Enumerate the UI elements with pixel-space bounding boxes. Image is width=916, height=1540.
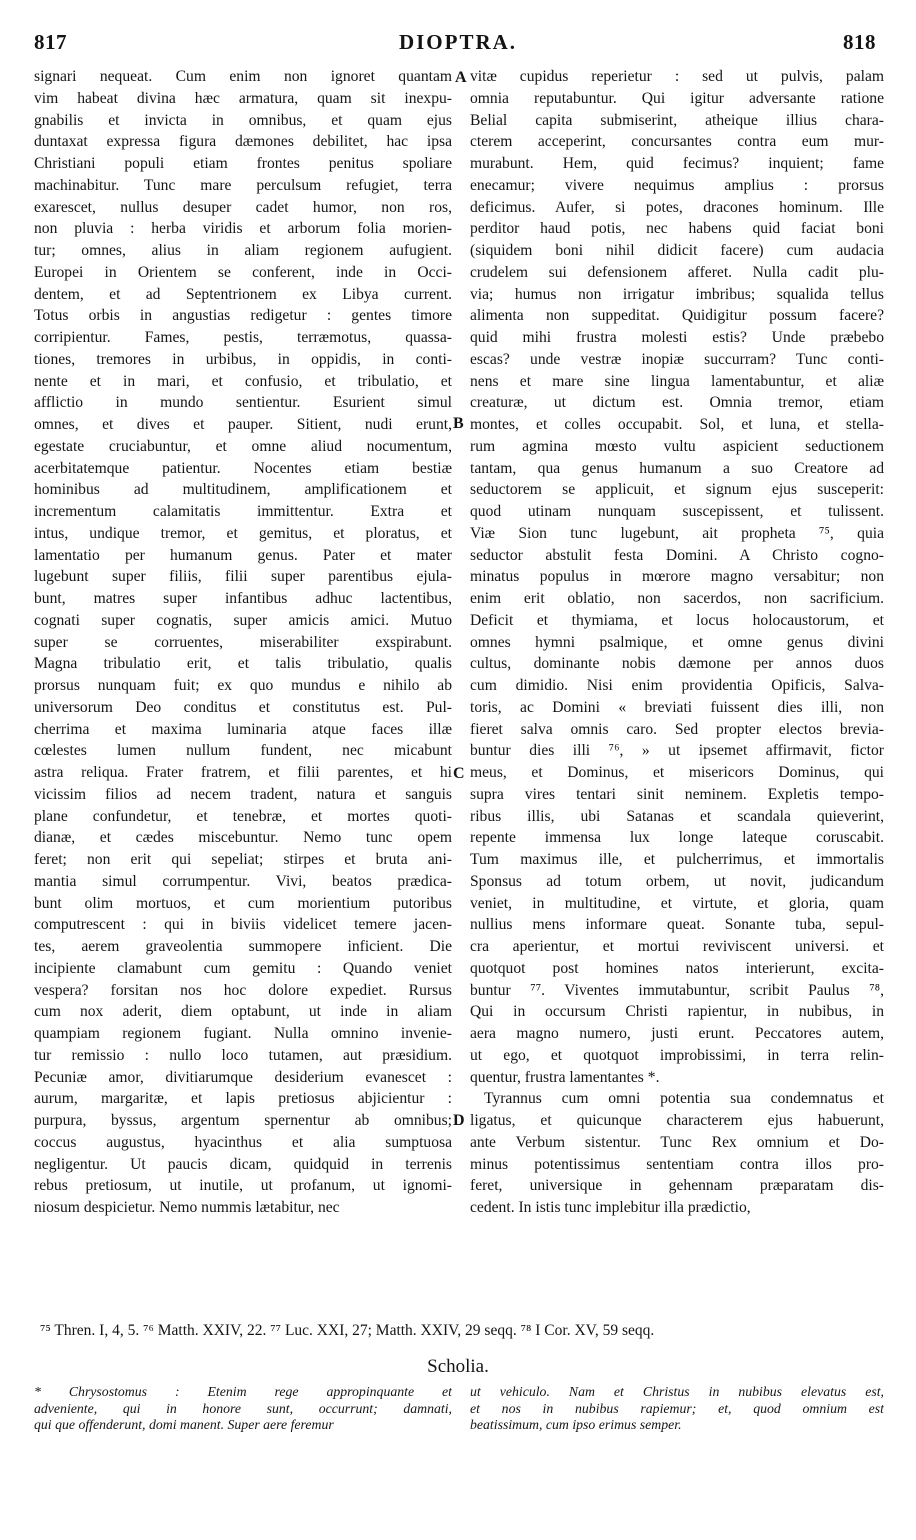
footnotes: ⁷⁵ Thren. I, 4, 5. ⁷⁶ Matth. XXIV, 22. ⁷⁷ Luc. XXI, 27; Matth. XXIV, 29 seqq. ⁷⁸ I Cor. XV, 59 seqq. [40,1322,655,1339]
text-line: vitæ cupidus reperietur : sed ut pulvis, palam [470,68,884,85]
right-column-number: 818 [843,30,876,54]
text-line: aera magno numero, justi erunt. Peccatores autem, [470,1025,884,1042]
scholia-left-column [34,1384,452,1434]
text-line: omnia reputabuntur. Qui igitur adversante ratione [470,89,884,107]
text-line: tantam, qua genus humanum a suo Creatore ad [470,459,884,477]
scholia-line: qui que offenderunt, domi manent. Super aere feremur [34,1417,334,1432]
text-line: minatus populus in mœrore magno versabitur; non [470,568,884,586]
text-line: murabunt. Hem, quid fecimus? inquient; fame [470,155,884,172]
left-column-number: 817 [34,30,67,54]
text-line: afflictio in mundo sentientur. Esurient simul [34,394,452,412]
text-line: computrescent : qui in biviis videlicet temere jacen- [34,916,452,934]
text-line: niosum despicietur. Nemo nummis lætabitur, nec [34,1199,340,1216]
text-line: Christiani populi etiam frontes penitus spoliare [34,155,452,172]
text-line: deficimus. Aufer, si potes, dracones hominum. Ille [470,198,884,216]
text-line: signari nequeat. Cum enim non ignoret quantam [34,68,452,85]
text-line: vicissim filios ad necem tradent, natura et sanguis [34,785,452,803]
text-line: seductor abstulit festa Domini. A Christo cogno- [470,546,884,564]
text-line: dentem, et ad Septentrionem ex Libya current. [34,285,452,303]
text-line: Pecuniæ amor, divitiarumque desiderium evanescet : [34,1068,452,1086]
text-line: supra vires tentari sinit neminem. Expletis tempo- [470,785,884,803]
text-line: super se corruentes, miserabiliter exspirabunt. [34,633,452,651]
text-line: cum nox aderit, diem optabunt, ut inde in aliam [34,1003,452,1021]
text-line: seductorem se applicuit, et signum ejus susceperit: [470,481,884,499]
text-line: plane confundetur, et tenebræ, et mortes quoti- [34,807,452,825]
text-line: universorum Deo conditus et constitutus est. Pul- [34,698,452,716]
text-line: Europei in Orientem se conferent, inde in Occi- [34,263,452,281]
right-text-column [470,66,884,1219]
margin-marker-c: C [453,765,465,782]
text-line: cherrima et maxima luminaria atque faces illæ [34,720,452,738]
text-line: Totus orbis in angustias redigetur : gentes timore [34,307,452,325]
text-line: aurum, margaritæ, et lapis pretiosus abjicientur : [34,1090,452,1108]
text-line: cedent. In istis tunc implebitur illa prædictio, [470,1199,751,1216]
text-line: ribus illis, ubi Satanas et scandala quieverint, [470,807,884,825]
text-line: intus, undique tremor, et gemitus, et ploratus, et [34,524,452,542]
text-line: quid mihi frustra molesti estis? Unde præbebo [470,329,884,346]
margin-marker-a: A [455,69,467,86]
text-line: incipiente clamabunt cum gemitu : Quando veniet [34,959,452,977]
text-line: quod utinam nunquam suscepissent, et tulissent. [470,503,884,520]
text-line: ut ego, et quotquot improbissimi, in terra relin- [470,1046,884,1064]
text-line: nullius mens informare queat. Sonante tuba, sepul- [470,916,884,934]
text-line: escas? unde vestræ inopiæ succurram? Tunc conti- [470,350,884,368]
text-line: enim erit oblatio, non sacerdos, non sacrificium. [470,590,884,607]
text-line: montes, et colles occupabit. Sol, et luna, et stella- [470,416,884,433]
text-line: tur; omnes, alius in aliam regionem aufugient. [34,242,452,259]
text-line: cterem acceperint, concursantes contra eum mur- [470,133,884,151]
text-line: tiones, tremores in urbibus, in oppidis, in conti- [34,350,452,368]
text-line: incrementum calamitatis immittentur. Extra et [34,503,452,520]
text-line: Belial capita submiserint, atheique illius chara- [470,111,884,129]
text-line: gnabilis et invicta in omnibus, et quam ejus [34,111,452,129]
text-line: quotquot post homines natos interierunt, excita- [470,959,884,977]
text-line: tur remissio : nullo loco tutamen, aut præsidium. [34,1046,452,1064]
page-title: DIOPTRA. [398,30,518,54]
scholia-line: beatissimum, cum ipso erimus semper. [470,1417,682,1432]
text-line: acerbitatemque patientur. Nocentes etiam bestiæ [34,459,452,477]
text-line: nens et mare sine lingua lamentabuntur, et aliæ [470,372,884,390]
text-line: bunt olim mortuos, et cum morientium putoribus [34,894,452,912]
scholia-title: Scholia. [427,1356,489,1377]
margin-marker-d: D [453,1112,465,1129]
text-line: negligentur. Ut paucis dicam, quidquid in terrenis [34,1155,452,1173]
text-line: crudelem sui defensionem afferet. Nulla cadit plu- [470,263,884,281]
text-line: fieret salva omnis caro. Sed propter electos brevia- [470,720,884,738]
text-line: coccus augustus, hyacinthus et alia sumptuosa [34,1133,452,1151]
text-line: Deficit et thymiama, et locus holocaustorum, et [470,611,884,629]
scholia-line: * Chrysostomus : Etenim rege appropinquante et [34,1384,452,1399]
scholia-line: adveniente, qui in honore sunt, occurrunt; damnati, [34,1400,452,1416]
text-line: Qui in occursum Christi rapientur, in nubibus, in [470,1003,884,1021]
text-line: lamentatio per humanum genus. Pater et mater [34,546,452,564]
text-line: bunt, matres super infantibus adhuc lactentibus, [34,590,452,607]
text-line: prorsus nunquam fuit; ex quo mundus e nihilo ab [34,677,452,694]
text-line: buntur ⁷⁷. Viventes immutabuntur, scribit Paulus ⁷⁸, [470,981,884,999]
text-line: vim habeat divina hæc armatura, quam sit inexpu- [34,89,452,107]
scholia-line: et nos in nubibus rapiemur; et, quod omnium est [470,1400,884,1416]
text-line: omnes hymni psalmique, et omne genus divini [470,633,884,651]
text-line: (siquidem boni nihil didicit facere) cum audacia [470,242,884,259]
scholia-right-column [470,1384,884,1434]
margin-marker-b: B [453,415,464,432]
text-line: vespera? forsitan nos hoc dolore expediet. Rursus [34,981,452,999]
text-line: cognati super cognatis, super amicis amici. Mutuo [34,611,452,629]
text-line: perditor haud potis, nec habens quid faciat boni [470,220,884,238]
left-text-column [34,66,452,1219]
text-line: enecamur; vivere nequimus amplius : prorsus [470,176,884,194]
text-line: cum dimidio. Nisi enim providentia Opificis, Salva- [470,677,884,694]
text-line: cra aperientur, et mortui reviviscent universi. et [470,938,884,955]
text-line: Magna tribulatio erit, et talis tribulatio, qualis [34,655,452,673]
text-line: egestate cruciabuntur, et omne aliud nocumentum, [34,437,452,455]
text-line: meus, et Dominus, et misericors Dominus, qui [470,764,884,781]
text-line: astra reliqua. Frater fratrem, et filii parentes, et hi [34,764,452,781]
text-line: non pluvia : herba viridis et arborum folia morien- [34,220,452,238]
text-line: rum agmina mœsto vultu aspicient seductionem [470,437,884,455]
text-line: repente immensa lux longe lateque coruscabit. [470,829,884,847]
text-line: via; humus non irrigatur imbribus; squalida tellus [470,285,884,303]
text-line: cœlestes lumen nullum fundent, nec micabunt [34,742,452,760]
text-line: exarescet, nullus desuper cadet humor, non ros, [34,198,452,216]
text-line: omnes, et dives et pauper. Sitient, nudi erunt, [34,416,452,433]
text-line: quentur, frustra lamentantes *. [470,1068,660,1086]
text-line: Viæ Sion tunc lugebunt, ait propheta ⁷⁵, quia [470,524,884,542]
text-line: purpura, byssus, argentum spernentur ab omnibus; [34,1112,452,1129]
text-line: duntaxat expressa figura dæmones debilitet, hac ipsa [34,133,452,151]
text-line: veniet, in multitudine, et virtute, et gloria, quam [470,894,884,912]
text-line: quampiam regionem fugiant. Nulla omnino invenie- [34,1025,452,1042]
text-line: Tum maximus ille, et pulcherrimus, et immortalis [470,851,884,868]
text-line: mantia simul corrumpentur. Vivi, beatos prædica- [34,872,452,890]
text-line: Tyrannus cum omni potentia sua condemnatus et [484,1090,884,1108]
text-line: alimenta non suppeditat. Quidigitur possum facere? [470,307,884,325]
text-line: ante Verbum sistentur. Tunc Rex omnium et Do- [470,1133,884,1151]
text-line: minus potentissimus sententiam contra illos pro- [470,1155,884,1173]
text-line: corripientur. Fames, pestis, terræmotus, quassa- [34,329,452,346]
text-line: cultus, dominante nobis dæmone per annos duos [470,655,884,673]
text-line: creaturæ, ut dictum est. Omnia tremor, etiam [470,394,884,412]
text-line: toris, ac Domini « breviati fuissent dies illi, non [470,698,884,716]
text-line: hominibus ad multitudinem, amplificationem et [34,481,452,499]
text-line: nente et in mari, et confusio, et tribulatio, et [34,372,452,390]
text-line: tes, aerem graveolentia summopere inficient. Die [34,938,452,955]
text-line: rebus pretiosum, ut inutile, ut profanum, ut ignomi- [34,1177,452,1195]
scholia-line: ut vehiculo. Nam et Christus in nubibus elevatus est, [470,1384,884,1399]
text-line: Sponsus ad totum orbem, ut novit, judicandum [470,872,884,890]
text-line: buntur dies illi ⁷⁶, » ut ipsemet affirmavit, fictor [470,742,884,760]
text-line: machinabitur. Tunc mare perculsum refugiet, terra [34,176,452,194]
text-line: feret; non erit qui sepeliat; stirpes et bruta ani- [34,851,452,868]
text-line: feret, universique in gehennam præparatam dis- [470,1177,884,1195]
text-line: ligatus, et quicunque characterem ejus habuerunt, [470,1112,884,1129]
text-line: lugebunt super filiis, filii super parentibus ejula- [34,568,452,586]
text-line: dianæ, et cædes miscebuntur. Nemo tunc opem [34,829,452,847]
